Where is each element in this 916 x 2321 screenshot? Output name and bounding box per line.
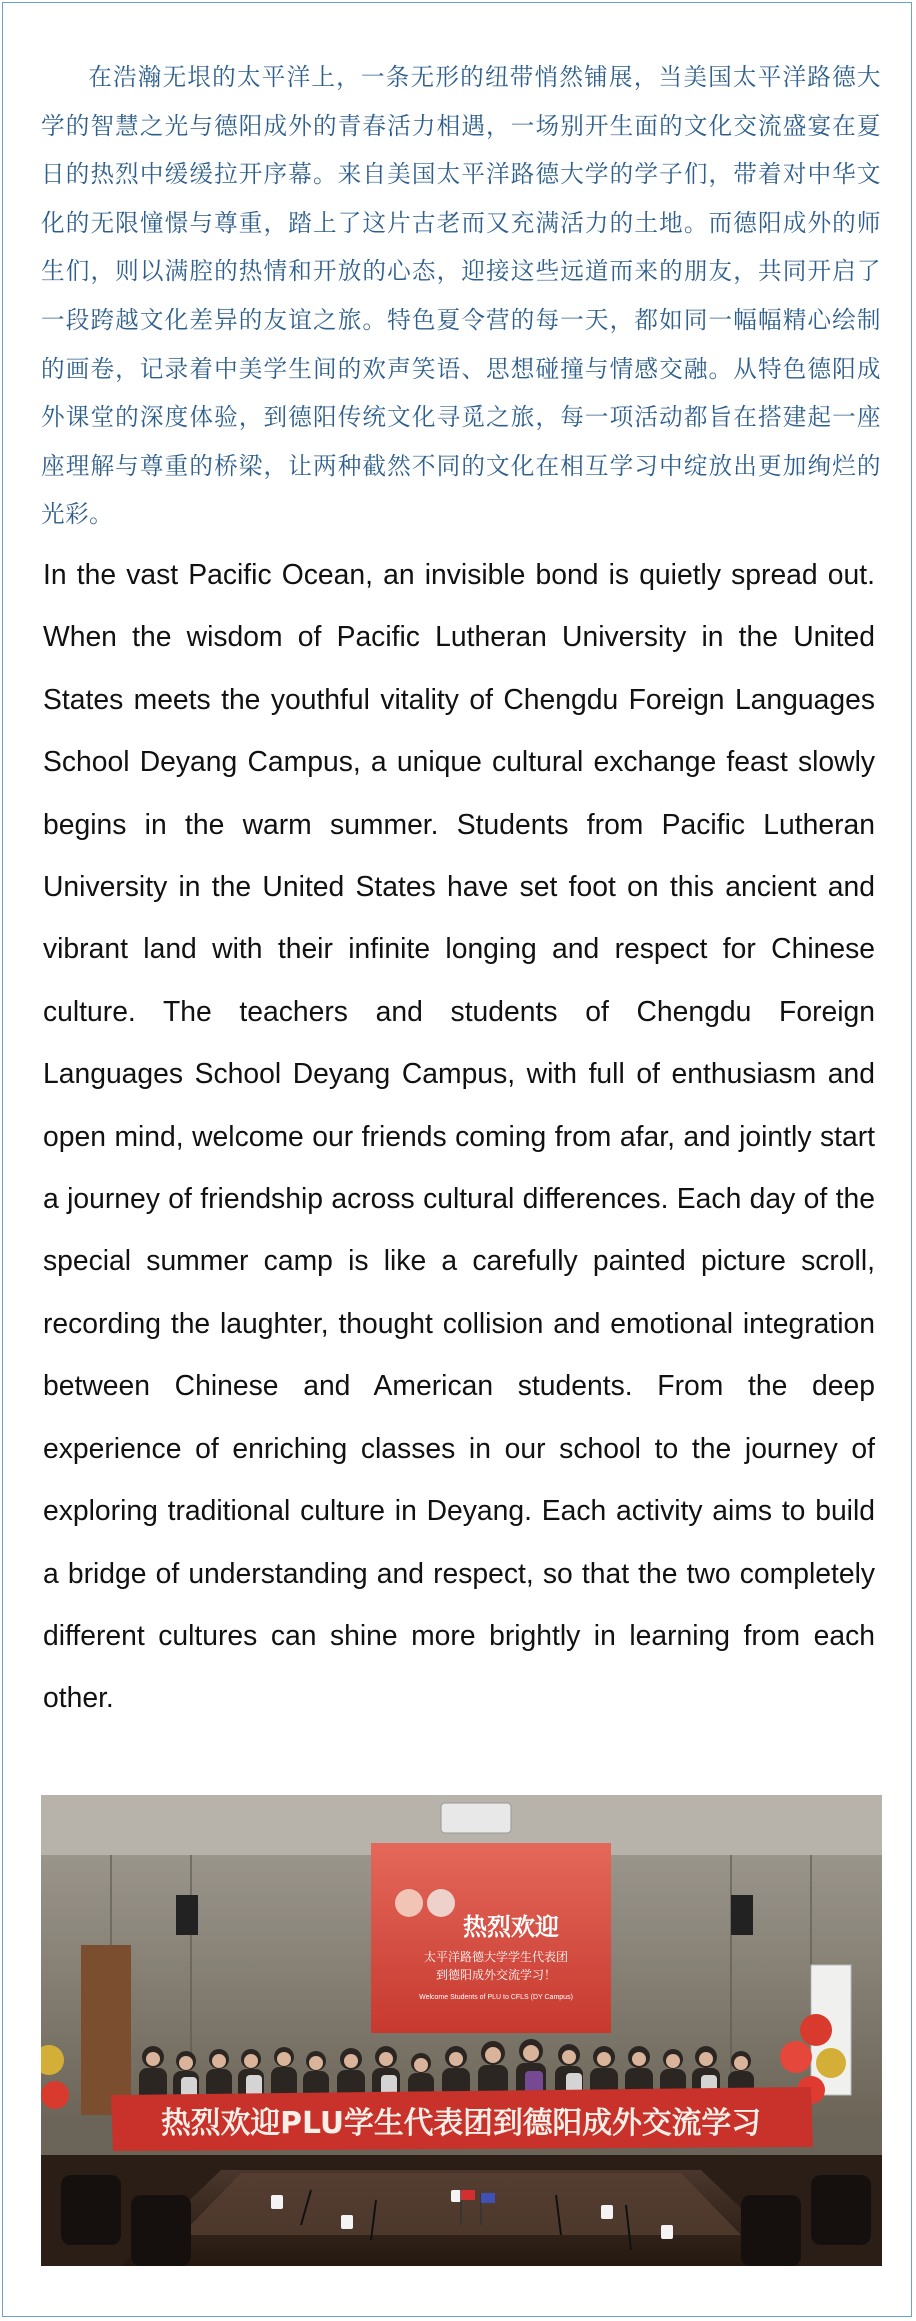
group-photo — [41, 1795, 882, 2266]
door — [81, 1945, 131, 2115]
group-photo-illustration — [41, 1795, 882, 2266]
speaker-right — [731, 1895, 753, 1935]
screen-line-3: Welcome Students of PLU to CFLS (DY Campus) — [419, 1994, 573, 2001]
screen-heading: 热烈欢迎 — [463, 1913, 559, 1941]
screen-line-2: 到德阳成外交流学习！ — [435, 1968, 557, 1982]
screen-line-1: 太平洋路德大学学生代表团 — [423, 1950, 569, 1964]
speaker-left — [176, 1895, 198, 1935]
welcome-banner — [111, 2087, 813, 2151]
projector — [441, 1803, 511, 1833]
english-paragraph: In the vast Pacific Ocean, an invisible bond is quietly spread out. When the wisdom of Pacific Lutheran University in the United States meets the youthful vitality of Chengdu Foreign Languages School Deyang Campus, a unique cultural exchange feast slowly begins in the warm summer. Students from Pacific Lutheran University in the United States have set foot on this ancient and vibrant land with their infinite longing and respect for Chinese culture. The teachers and students of Chengdu Foreign Languages School Deyang Campus, with full of enthusiasm and open mind, welcome our friends coming from afar, and jointly start a journey of friendship across cultural differences. Each day of the special summer camp is like a carefully painted picture scroll, recording the laughter, thought collision and emotional integration between Chinese and American students. From the deep experience of enriching classes in our school to the journey of exploring traditional culture in Deyang. Each activity aims to build a bridge of understanding and respect, so that the two completely different cultures can shine more brightly in learning from each other. — [43, 558, 875, 1714]
chinese-paragraph: 在浩瀚无垠的太平洋上，一条无形的纽带悄然铺展，当美国太平洋路德大学的智慧之光与德阳成外的青春活力相遇，一场别开生面的文化交流盛宴在夏日的热烈中缓缓拉开序幕。来自美国太平洋路德大学的学子们，带着对中华文化的无限憧憬与尊重，踏上了这片古老而又充满活力的土地。而德阳成外的师生们，则以满腔的热情和开放的心态，迎接这些远道而来的朋友，共同开启了一段跨越文化差异的友谊之旅。特色夏令营的每一天，都如同一幅幅精心绘制的画卷，记录着中美学生间的欢声笑语、思想碰撞与情感交融。从特色德阳成外课堂的深度体验，到德阳传统文化寻觅之旅，每一项活动都旨在搭建起一座座理解与尊重的桥梁，让两种截然不同的文化在相互学习中绽放出更加绚烂的光彩。 — [41, 63, 881, 529]
page-frame — [2, 2, 912, 2317]
banner-text: 热烈欢迎PLU学生代表团到德阳成外交流学习 — [161, 2106, 761, 2141]
